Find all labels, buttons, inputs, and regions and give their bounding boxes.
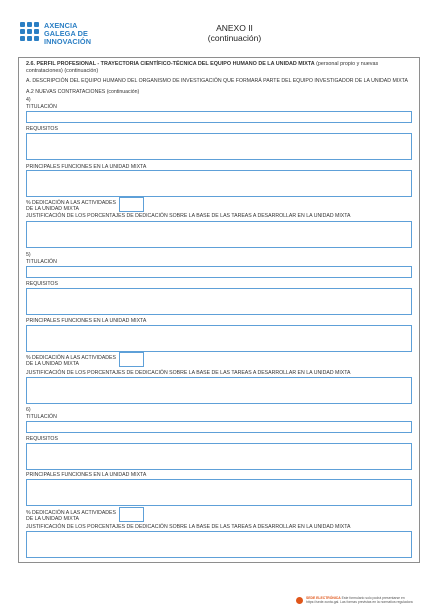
subsection-a: A. DESCRIPCIÓN DEL EQUIPO HUMANO DEL ORGANISMO DE INVESTIGACIÓN QUE FORMARÁ PARTE DEL EQUIPO INVESTIGADOR DE LA UNIDAD MIXTA: [26, 78, 408, 84]
funciones-field-6[interactable]: [26, 479, 412, 506]
requisitos-label-6: REQUISITOS: [26, 436, 58, 442]
dedicacion-field-5[interactable]: [119, 352, 144, 367]
annex-subtitle: (continuación): [207, 32, 262, 43]
titulacion-field-5[interactable]: [26, 266, 412, 278]
footer-seal-label: SEDE ELECTRÓNICA: [306, 596, 341, 600]
dedicacion-label-4b: DE LA UNIDAD MIXTA: [26, 206, 79, 212]
justificacion-label-5: JUSTIFICACIÓN DE LOS PORCENTAJES DE DEDICACIÓN SOBRE LA BASE DE LAS TAREAS A DESARROLLAR EN LA UNIDAD MIXTA: [26, 370, 351, 376]
justificacion-field-5[interactable]: [26, 377, 412, 404]
funciones-field-5[interactable]: [26, 325, 412, 352]
footer-note: [296, 596, 426, 604]
requisitos-field-5[interactable]: [26, 288, 412, 315]
titulacion-label-4: TITULACIÓN: [26, 104, 57, 110]
subsection-a2: A.2 NUEVAS CONTRATACIONES (continuación): [26, 89, 140, 95]
footer-text: [306, 596, 426, 604]
dedicacion-label-5b: DE LA UNIDAD MIXTA: [26, 361, 79, 367]
section-title-suffix: (personal propio y nuevas contrataciones) (continuación): [26, 61, 379, 74]
titulacion-label-6: TITULACIÓN: [26, 414, 57, 420]
dedicacion-label-4a: % DEDICACIÓN A LAS ACTIVIDADES: [26, 200, 116, 206]
dedicacion-label-6a: % DEDICACIÓN A LAS ACTIVIDADES: [26, 510, 116, 516]
requisitos-label-4: REQUISITOS: [26, 126, 58, 132]
funciones-label-4: PRINCIPALES FUNCIONES EN LA UNIDAD MIXTA: [26, 164, 147, 170]
justificacion-label-4: JUSTIFICACIÓN DE LOS PORCENTAJES DE DEDICACIÓN SOBRE LA BASE DE LAS TAREAS A DESARROLLAR EN LA UNIDAD MIXTA: [26, 213, 351, 219]
annex-heading: [0, 21, 439, 43]
funciones-label-6: PRINCIPALES FUNCIONES EN LA UNIDAD MIXTA: [26, 472, 147, 478]
dedicacion-field-6[interactable]: [119, 507, 144, 522]
entry-number-6: 6): [26, 407, 31, 413]
dedicacion-label-6b: DE LA UNIDAD MIXTA: [26, 516, 79, 522]
entry-number-4: 4): [26, 97, 31, 103]
titulacion-label-5: TITULACIÓN: [26, 259, 57, 265]
titulacion-field-4[interactable]: [26, 111, 412, 123]
electronic-seal-icon: [296, 597, 303, 604]
dedicacion-field-4[interactable]: [119, 197, 144, 212]
section-title: [26, 61, 414, 75]
justificacion-field-6[interactable]: [26, 531, 412, 558]
entry-number-5: 5): [26, 252, 31, 258]
section-title-main: 2.6. PERFIL PROFESIONAL - TRAYECTORIA CIENTÍFICO-TÉCNICA DEL EQUIPO HUMANO DE LA UNIDAD MIXTA: [26, 61, 315, 67]
funciones-label-5: PRINCIPALES FUNCIONES EN LA UNIDAD MIXTA: [26, 318, 147, 324]
footer-body: Este formulario solo podrá presentarse en https://sede.xunta.gal. Las formas previstas en la normativa reguladora: [306, 596, 413, 605]
funciones-field-4[interactable]: [26, 170, 412, 197]
requisitos-field-4[interactable]: [26, 133, 412, 160]
justificacion-label-6: JUSTIFICACIÓN DE LOS PORCENTAJES DE DEDICACIÓN SOBRE LA BASE DE LAS TAREAS A DESARROLLAR EN LA UNIDAD MIXTA: [26, 524, 351, 530]
requisitos-label-5: REQUISITOS: [26, 281, 58, 287]
justificacion-field-4[interactable]: [26, 221, 412, 248]
agency-name-line-1: AXENCIA: [44, 21, 78, 30]
dedicacion-label-5a: % DEDICACIÓN A LAS ACTIVIDADES: [26, 355, 116, 361]
titulacion-field-6[interactable]: [26, 421, 412, 433]
requisitos-field-6[interactable]: [26, 443, 412, 470]
agency-name-line-3: INNOVACIÓN: [44, 37, 92, 46]
annex-title: ANEXO II: [216, 23, 253, 33]
agency-name-line-2: GALEGA DE: [44, 29, 89, 38]
